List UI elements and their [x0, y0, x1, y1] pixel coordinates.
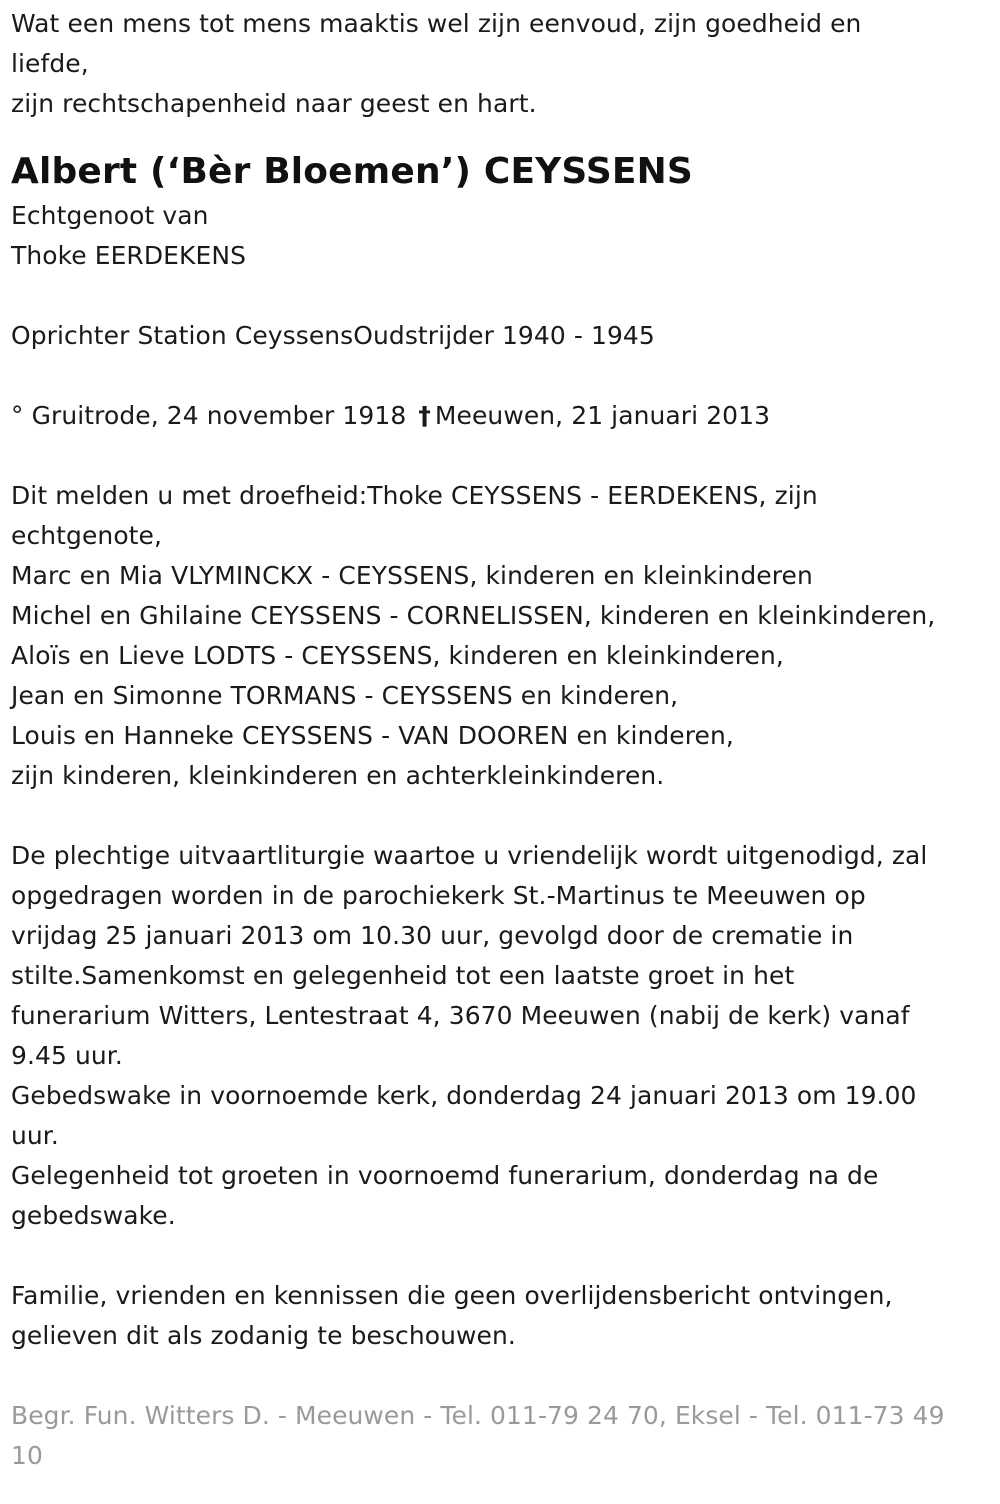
motto-quote: [11, 4, 991, 124]
ceremony-line: 9.45 uur.: [11, 1041, 123, 1070]
spouse-name: Thoke EERDEKENS: [11, 241, 247, 270]
closing-block: [11, 1276, 991, 1356]
funeral-director-footer: [11, 1396, 991, 1476]
footer-line: Begr. Fun. Witters D. - Meeuwen - Tel. 011-79 24 70, Eksel - Tel. 011-73 49: [11, 1401, 945, 1430]
motto-line: Wat een mens tot mens maaktis wel zijn eenvoud, zijn goedheid en: [11, 9, 862, 38]
announcement-line: zijn kinderen, kleinkinderen en achterkleinkinderen.: [11, 761, 665, 790]
ceremony-line: Gelegenheid tot groeten in voornoemd funerarium, donderdag na de: [11, 1161, 879, 1190]
ceremony-line: stilte.Samenkomst en gelegenheid tot een laatste groet in het: [11, 961, 795, 990]
ceremony-line: gebedswake.: [11, 1201, 176, 1230]
announcement-line: Aloïs en Lieve LODTS - CEYSSENS, kinderen en kleinkinderen,: [11, 641, 784, 670]
footer-line: 10: [11, 1441, 43, 1470]
deceased-name: Albert (‘Bèr Bloemen’) CEYSSENS: [11, 151, 693, 192]
relation-block: [11, 196, 991, 276]
ceremony-line: opgedragen worden in de parochiekerk St.-Martinus te Meeuwen op: [11, 881, 866, 910]
ceremony-line: uur.: [11, 1121, 59, 1150]
announcement-line: echtgenote,: [11, 521, 163, 550]
birth-death-line: [11, 396, 991, 436]
motto-line: zijn rechtschapenheid naar geest en hart.: [11, 89, 537, 118]
relation-label: Echtgenoot van: [11, 201, 209, 230]
obituary-document: [11, 4, 991, 1476]
announcement-line: Jean en Simonne TORMANS - CEYSSENS en kinderen,: [11, 681, 679, 710]
ceremony-line: vrijdag 25 januari 2013 om 10.30 uur, gevolgd door de crematie in: [11, 921, 854, 950]
cross-icon: †: [418, 401, 431, 430]
ceremony-line: Gebedswake in voornoemde kerk, donderdag 24 januari 2013 om 19.00: [11, 1081, 917, 1110]
announcement-line: Louis en Hanneke CEYSSENS - VAN DOOREN en kinderen,: [11, 721, 734, 750]
announcement-line: Marc en Mia VLYMINCKX - CEYSSENS, kinderen en kleinkinderen: [11, 561, 813, 590]
ceremony-line: funerarium Witters, Lentestraat 4, 3670 Meeuwen (nabij de kerk) vanaf: [11, 1001, 910, 1030]
announcement-block: [11, 476, 991, 796]
death-info: Meeuwen, 21 januari 2013: [434, 401, 771, 430]
ceremony-line: De plechtige uitvaartliturgie waartoe u vriendelijk wordt uitgenodigd, zal: [11, 841, 928, 870]
birth-info: ° Gruitrode, 24 november 1918: [11, 401, 407, 430]
motto-line: liefde,: [11, 49, 89, 78]
closing-line: gelieven dit als zodanig te beschouwen.: [11, 1321, 516, 1350]
titles-line: Oprichter Station CeyssensOudstrijder 1940 - 1945: [11, 321, 655, 350]
closing-line: Familie, vrienden en kennissen die geen overlijdensbericht ontvingen,: [11, 1281, 893, 1310]
announcement-line: Dit melden u met droefheid:Thoke CEYSSENS - EERDEKENS, zijn: [11, 481, 818, 510]
ceremony-block: [11, 836, 991, 1236]
announcement-line: Michel en Ghilaine CEYSSENS - CORNELISSEN, kinderen en kleinkinderen,: [11, 601, 936, 630]
